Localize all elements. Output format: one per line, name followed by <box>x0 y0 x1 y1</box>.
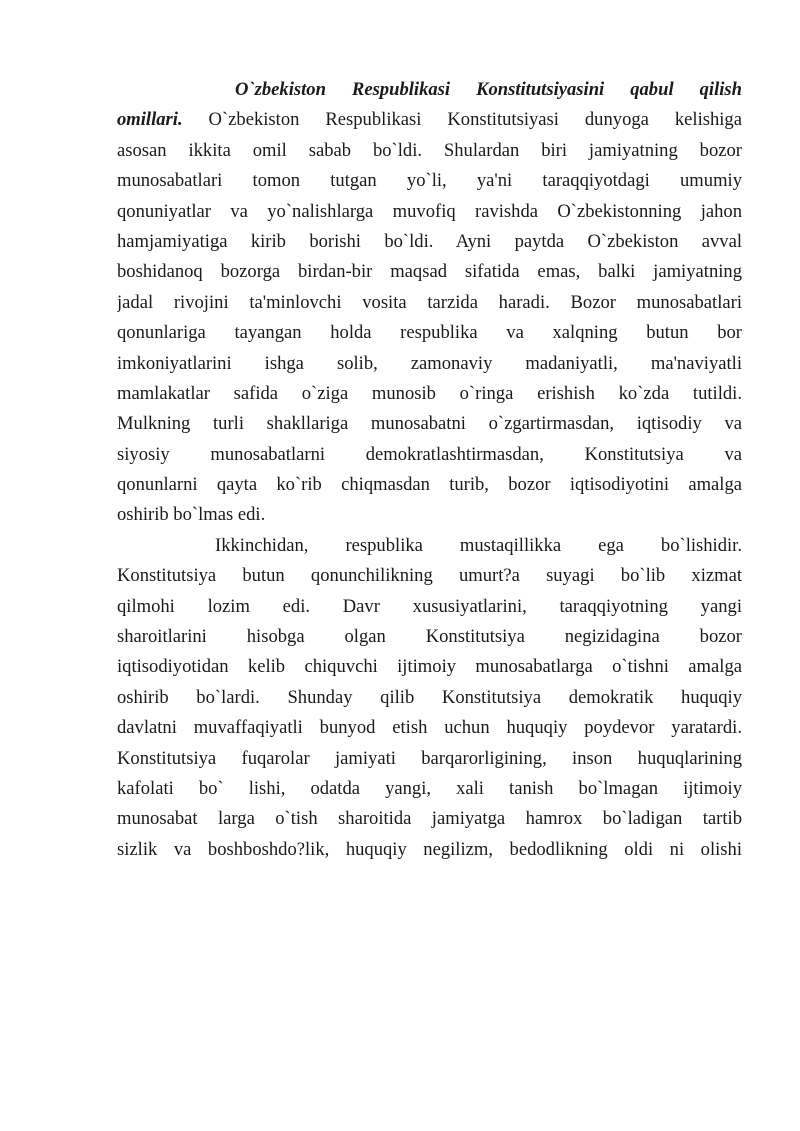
paragraph-2-line: Konstitutsiya butun qonunchilikning umurt?a suyagi bo`lib xizmat <box>117 565 742 587</box>
paragraph-2-line: kafolati bo` lishi, odatda yangi, xali tanish bo`lmagan ijtimoiy <box>117 777 742 799</box>
paragraph-1-line: Mulkning turli shakllariga munosabatni o`zgartirmasdan, iqtisodiy va <box>117 413 742 435</box>
section-heading-continued: omillari. <box>117 109 183 131</box>
paragraph-2-line: davlatni muvaffaqiyatli bunyod etish uchun huquqiy poydevor yaratardi. <box>117 717 742 739</box>
paragraph-1-line: qonunlariga tayangan holda respublika va xalqning butun bor <box>117 322 742 344</box>
paragraph-1-line: munosabatlari tomon tutgan yo`li, ya'ni taraqqiyotdagi umumiy <box>117 170 742 192</box>
paragraph-1-line: imkoniyatlarini ishga solib, zamonaviy madaniyatli, ma'naviyatli <box>117 352 742 374</box>
paragraph-1-line: jadal rivojini ta'minlovchi vosita tarzida haradi. Bozor munosabatlari <box>117 291 742 313</box>
paragraph-2-line: oshirib bo`lardi. Shunday qilib Konstitutsiya demokratik huquqiy <box>117 686 742 708</box>
paragraph-1-line: mamlakatlar safida o`ziga munosib o`ringa erishish ko`zda tutildi. <box>117 382 742 404</box>
paragraph-1-line <box>117 105 742 135</box>
section-heading <box>117 75 742 105</box>
paragraph-2-line: sizlik va boshboshdo?lik, huquqiy negilizm, bedodlikning oldi ni olishi <box>117 838 742 860</box>
paragraph-1-line: qonuniyatlar va yo`nalishlarga muvofiq ravishda O`zbekistonning jahon <box>117 200 742 222</box>
paragraph-1-text: O`zbekiston Respublikasi Konstitutsiyasi dunyoga kelishiga <box>182 109 742 131</box>
paragraph-1-line: siyosiy munosabatlarni demokratlashtirmasdan, Konstitutsiya va <box>117 443 742 465</box>
paragraph-2-line: qilmohi lozim edi. Davr xususiyatlarini, taraqqiyotning yangi <box>117 595 742 617</box>
section-heading-text: O`zbekiston Respublikasi Konstitutsiyasini qabul qilish <box>235 79 742 100</box>
paragraph-2-line: sharoitlarini hisobga olgan Konstitutsiya negizidagina bozor <box>117 626 742 648</box>
document-body <box>117 75 742 865</box>
paragraph-1-line: qonunlarni qayta ko`rib chiqmasdan turib, bozor iqtisodiyotini amalga <box>117 474 742 496</box>
paragraph-1-line: hamjamiyatiga kirib borishi bo`ldi. Ayni paytda O`zbekiston avval <box>117 230 742 252</box>
paragraph-2-line: Ikkinchidan, respublika mustaqillikka ega bo`lishidir. <box>215 534 742 556</box>
paragraph-2-line: munosabat larga o`tish sharoitida jamiyatga hamrox bo`ladigan tartib <box>117 808 742 830</box>
paragraph-1-line: boshidanoq bozorga birdan-bir maqsad sifatida emas, balki jamiyatning <box>117 261 742 283</box>
paragraph-1-line: asosan ikkita omil sabab bo`ldi. Shulardan biri jamiyatning bozor <box>117 139 742 161</box>
paragraph-2-line: Konstitutsiya fuqarolar jamiyati barqarorligining, inson huquqlarining <box>117 747 742 769</box>
paragraph-1-line: oshirib bo`lmas edi. <box>117 504 266 526</box>
paragraph-2-line: iqtisodiyotidan kelib chiquvchi ijtimoiy munosabatlarga o`tishni amalga <box>117 656 742 678</box>
